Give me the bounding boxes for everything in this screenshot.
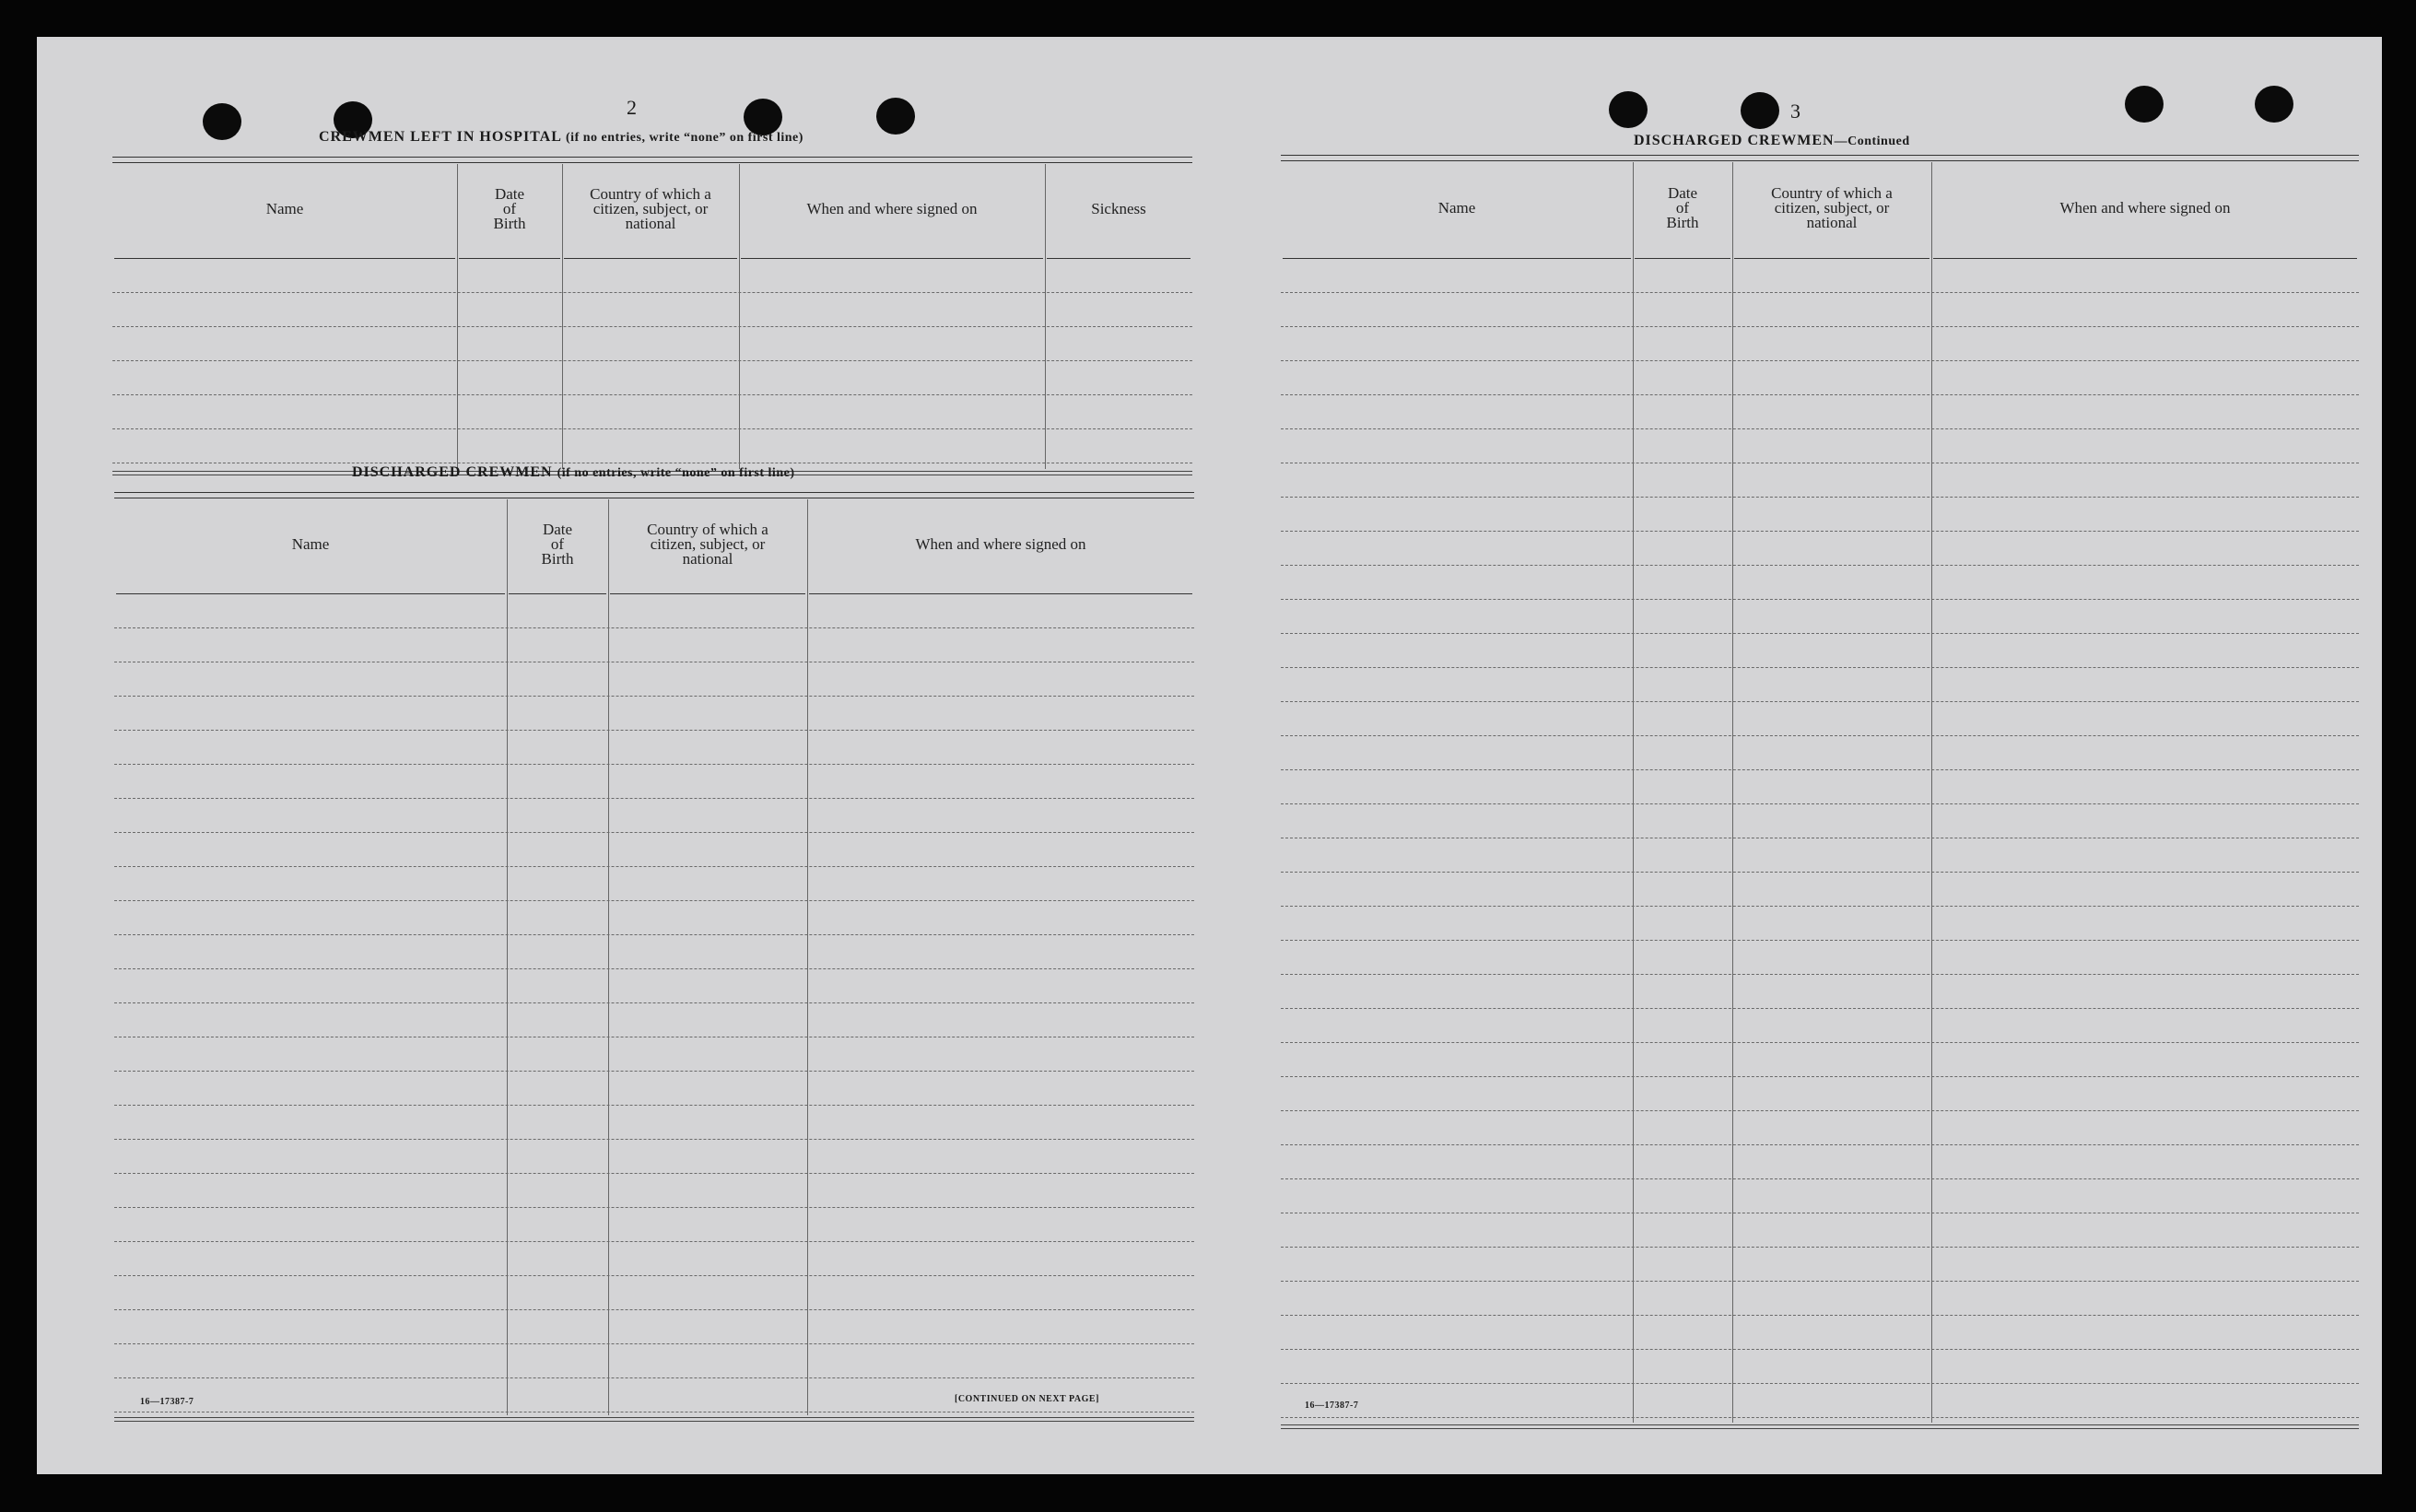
column-divider: [608, 499, 609, 1415]
punch-hole: [1741, 92, 1779, 129]
column-divider: [1045, 164, 1046, 469]
table-row[interactable]: [112, 394, 1192, 395]
discharged-continued-text: DISCHARGED CREWMEN: [1634, 133, 1835, 148]
table-row[interactable]: [1281, 803, 2359, 804]
table-row[interactable]: [1281, 428, 2359, 429]
table-row[interactable]: [1281, 906, 2359, 907]
table-bottom-rule: [1281, 1424, 2359, 1429]
header-underline: [741, 258, 1043, 259]
header-underline: [1047, 258, 1190, 259]
table-row[interactable]: [1281, 1349, 2359, 1350]
column-divider: [1732, 162, 1733, 1423]
header-underline: [116, 593, 505, 594]
header-underline: [809, 593, 1192, 594]
header-underline: [1933, 258, 2357, 259]
punch-hole: [1609, 91, 1648, 128]
table-row[interactable]: [1281, 769, 2359, 770]
punch-hole: [203, 103, 241, 140]
column-header: Name: [265, 200, 304, 217]
header-underline: [610, 593, 805, 594]
column-header: When and where signed on: [2059, 199, 2231, 217]
table-row[interactable]: [114, 1241, 1194, 1242]
table-top-rule: [114, 492, 1194, 498]
table-row[interactable]: [1281, 1008, 2359, 1009]
table-row[interactable]: [1281, 735, 2359, 736]
table-row[interactable]: [114, 1343, 1194, 1344]
column-header: Country of which a citizen, subject, or national: [1771, 184, 1893, 231]
table-row[interactable]: [114, 1309, 1194, 1310]
table-row[interactable]: [1281, 497, 2359, 498]
table-row[interactable]: [1281, 974, 2359, 975]
column-header: Country of which a citizen, subject, or national: [590, 185, 711, 232]
column-header: When and where signed on: [915, 535, 1086, 553]
column-header: Date of Birth: [1666, 184, 1699, 231]
table-row[interactable]: [1281, 531, 2359, 532]
discharged-continued-note: —Continued: [1834, 135, 1910, 148]
hospital-section-title: [319, 129, 803, 146]
table-row[interactable]: [114, 764, 1194, 765]
column-divider: [562, 164, 563, 469]
table-row[interactable]: [114, 696, 1194, 697]
table-row[interactable]: [1281, 701, 2359, 702]
header-underline: [1635, 258, 1730, 259]
column-header: Name: [291, 535, 330, 553]
table-row[interactable]: [1281, 1417, 2359, 1418]
table-row[interactable]: [1281, 1042, 2359, 1043]
page-number-right: 3: [1790, 100, 1800, 123]
header-underline: [564, 258, 737, 259]
table-row[interactable]: [112, 428, 1192, 429]
table-row[interactable]: [1281, 633, 2359, 634]
header-underline: [114, 258, 455, 259]
table-bottom-rule: [114, 1417, 1194, 1422]
column-header: Name: [1437, 199, 1476, 217]
column-divider: [1633, 162, 1634, 1423]
table-row[interactable]: [1281, 1144, 2359, 1145]
table-row[interactable]: [1281, 940, 2359, 941]
form-number-right: 16—17387-7: [1305, 1401, 1359, 1411]
table-row[interactable]: [114, 1377, 1194, 1378]
table-row[interactable]: [114, 1173, 1194, 1174]
punch-hole: [2255, 86, 2293, 123]
table-row[interactable]: [114, 832, 1194, 833]
table-row[interactable]: [114, 866, 1194, 867]
column-divider: [507, 499, 508, 1415]
table-row[interactable]: [1281, 1281, 2359, 1282]
discharged-title-text: DISCHARGED CREWMEN: [352, 464, 553, 480]
table-row[interactable]: [114, 934, 1194, 935]
continued-note: [CONTINUED ON NEXT PAGE]: [955, 1394, 1099, 1404]
column-divider: [457, 164, 458, 469]
column-header: Date of Birth: [493, 185, 526, 232]
table-row[interactable]: [1281, 292, 2359, 293]
form-number-left: 16—17387-7: [140, 1397, 194, 1407]
column-header: Country of which a citizen, subject, or national: [647, 521, 768, 568]
punch-hole: [2125, 86, 2164, 123]
table-row[interactable]: [1281, 599, 2359, 600]
hospital-title-note: (if no entries, write “none” on first line): [566, 131, 803, 145]
hospital-table: [112, 157, 1192, 475]
table-row[interactable]: [1281, 326, 2359, 327]
scanned-form-sheet: [37, 37, 2382, 1474]
discharged-table: [114, 492, 1194, 1421]
table-row[interactable]: [114, 1071, 1194, 1072]
header-underline: [509, 593, 606, 594]
discharged-title-note: (if no entries, write “none” on first line): [557, 466, 795, 480]
table-row[interactable]: [1281, 394, 2359, 395]
table-row[interactable]: [1281, 565, 2359, 566]
table-row[interactable]: [114, 1105, 1194, 1106]
table-row[interactable]: [114, 627, 1194, 628]
table-row[interactable]: [1281, 667, 2359, 668]
table-row[interactable]: [1281, 1178, 2359, 1179]
discharged-continued-title: [1634, 133, 1910, 149]
table-row[interactable]: [114, 1275, 1194, 1276]
table-row[interactable]: [114, 900, 1194, 901]
column-header: Sickness: [1091, 200, 1146, 217]
table-row[interactable]: [1281, 360, 2359, 361]
table-row[interactable]: [114, 798, 1194, 799]
table-row[interactable]: [1281, 1383, 2359, 1384]
table-row[interactable]: [1281, 1247, 2359, 1248]
table-top-rule: [1281, 155, 2359, 161]
table-row[interactable]: [1281, 1076, 2359, 1077]
table-row[interactable]: [112, 326, 1192, 327]
column-header: Date of Birth: [541, 521, 574, 568]
column-divider: [807, 499, 808, 1415]
table-row[interactable]: [114, 1139, 1194, 1140]
discharged-section-title: [352, 464, 795, 481]
page-number-left: 2: [627, 96, 637, 119]
table-row[interactable]: [114, 730, 1194, 731]
table-row[interactable]: [114, 1207, 1194, 1208]
column-divider: [1931, 162, 1932, 1423]
table-row[interactable]: [112, 360, 1192, 361]
table-row[interactable]: [1281, 1315, 2359, 1316]
table-row[interactable]: [1281, 1110, 2359, 1111]
header-underline: [1734, 258, 1929, 259]
table-row[interactable]: [114, 1002, 1194, 1003]
table-top-rule: [112, 157, 1192, 163]
table-row[interactable]: [112, 292, 1192, 293]
punch-hole: [876, 98, 915, 135]
column-header: When and where signed on: [806, 200, 978, 217]
table-row[interactable]: [114, 968, 1194, 969]
hospital-title-text: CREWMEN LEFT IN HOSPITAL: [319, 129, 562, 145]
table-row[interactable]: [1281, 872, 2359, 873]
discharged-continued-table: [1281, 155, 2359, 1428]
column-divider: [739, 164, 740, 469]
header-underline: [459, 258, 560, 259]
header-underline: [1283, 258, 1631, 259]
